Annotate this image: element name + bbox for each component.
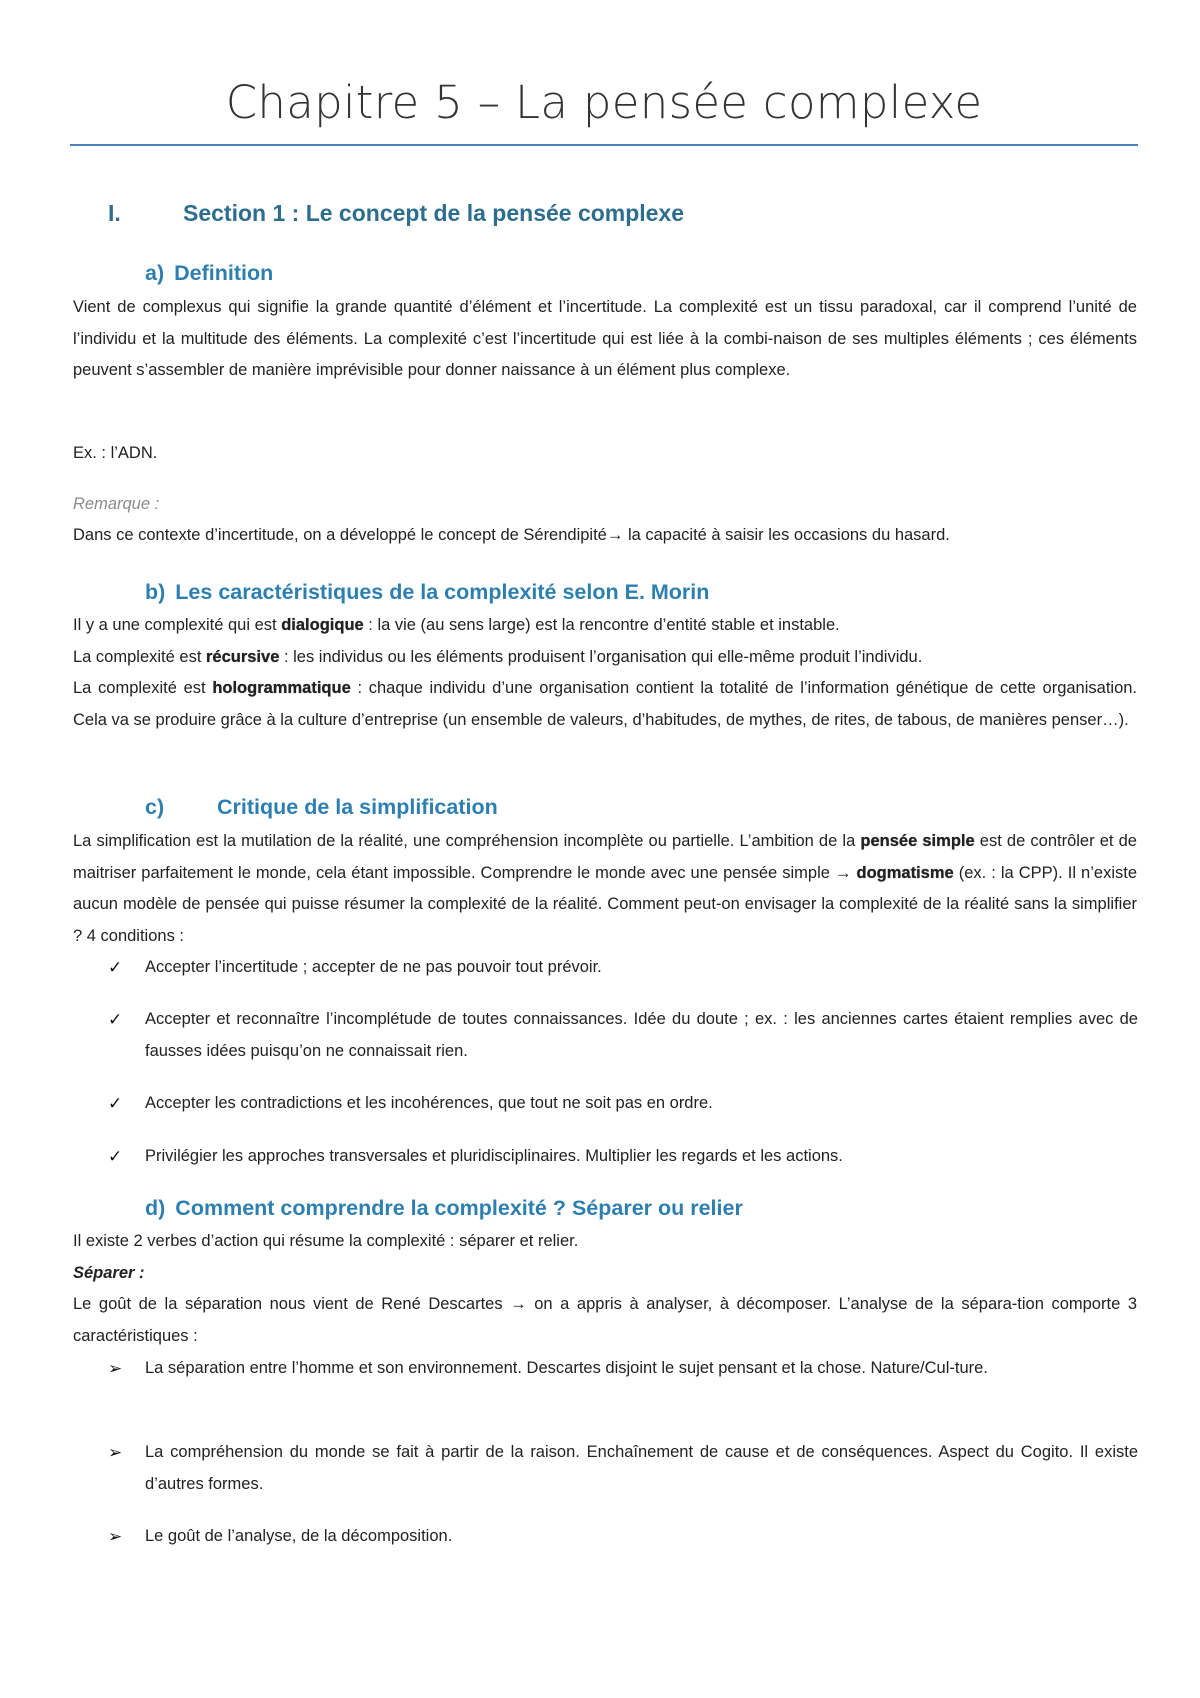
b-line-2-post: : les individus ou les éléments produisent l’organisation qui elle-même produit l’individu. [279,648,923,666]
b-paragraph-3 [73,673,1137,736]
condition-text: Privilégier les approches transversales et pluridisciplinaires. Multiplier les regards et les actions. [145,1147,843,1165]
separer-subheading: Séparer : [73,1264,145,1282]
checkmark-icon: ✓ [108,1094,123,1113]
d-paragraph: Le goût de la séparation nous vient de René Descartes → on a appris à analyser, à décomposer. L’analyse de la sépara-tion comporte 3 caractéristiques : [73,1295,1137,1345]
b-line-2-pre: La complexité est [73,648,206,666]
keyword-dialogique: dialogique [281,616,364,634]
heading-c-title: Critique de la simplification [217,795,498,819]
heading-b-letter: b) [145,580,166,604]
separation-text: La séparation entre l’homme et son environnement. Descartes disjoint le sujet pensant et la chose. Nature/Cul-ture. [145,1359,988,1377]
heading-c-letter: c) [145,795,165,819]
arrowhead-bullet-icon: ➢ [108,1359,123,1378]
separation-item [108,1437,1138,1500]
example-line: Ex. : l’ADN. [73,444,158,462]
c-paragraph-mid: est de contrôler et de maitriser parfaitement le monde, cela étant impossible. Comprendre le monde avec une pensée simple → [73,832,1137,882]
b-line-3-post: : chaque individu d’une organisation contient la totalité de l’information génétique de cette organisation. Cela va se produire grâce à la culture d’entreprise (un ensemble de valeurs, d’habitudes, de mythes, de rites, de tabous, de manières penser…). [73,679,1138,729]
heading-d-title: Comment comprendre la complexité ? Séparer ou relier [175,1196,743,1220]
b-line-1-pre: Il y a une complexité qui est [73,616,282,634]
keyword-dogmatisme: dogmatisme [856,863,954,882]
c-paragraph [73,826,1137,952]
section-1-label: Section 1 : Le concept de la pensée complexe [183,200,685,226]
d-intro: Il existe 2 verbes d’action qui résume la complexité : séparer et relier. [73,1232,579,1250]
condition-item [108,1088,1138,1120]
checkmark-icon: ✓ [108,1010,123,1029]
page-title: Chapitre 5 – La pensée complexe [225,76,983,129]
condition-item [108,1004,1138,1067]
remark-label: Remarque : [73,495,160,513]
checkmark-icon: ✓ [108,1147,123,1166]
heading-d [145,1196,743,1221]
keyword-pensee-simple: pensée simple [860,832,975,850]
keyword-hologrammatique: hologrammatique [212,679,351,697]
c-paragraph-post: (ex. : la CPP). Il n’existe aucun modèle de pensée qui puisse résumer la complexité de la réalité. Comment peut-on envisager la complexité de la réalité sans la simplifier ? 4 conditions : [73,863,1137,945]
remark-text: Dans ce contexte d’incertitude, on a développé le concept de Sérendipité→ la capacité à saisir les occasions du hasard. [73,526,950,544]
b-line-1-post: : la vie (au sens large) est la rencontre d’entité stable et instable. [363,616,840,634]
definition-paragraph: Vient de complexus qui signifie la grande quantité d’élément et l’incertitude. La complexité est un tissu paradoxal, car il comprend l’unité de l’individu et la multitude des éléments. La complexité c’est l’incertitude qui est liée à la combi-naison de ses multiples éléments ; ces éléments peuvent s’assembler de manière imprévisible pour donner naissance à un élément plus complexe. [73,298,1137,379]
keyword-recursive: récursive [205,648,280,666]
heading-b-title: Les caractéristiques de la complexité selon E. Morin [175,580,710,604]
condition-text: Accepter l’incertitude ; accepter de ne pas pouvoir tout prévoir. [145,958,602,976]
heading-a-letter: a) [145,261,165,285]
separation-item [108,1521,1138,1553]
heading-a [145,261,273,286]
condition-text: Accepter les contradictions et les incohérences, que tout ne soit pas en ordre. [145,1094,713,1112]
checkmark-icon: ✓ [108,958,123,977]
section-1-number: I. [108,200,121,226]
heading-b [145,580,709,605]
arrowhead-bullet-icon: ➢ [108,1527,123,1546]
b-line-2 [73,648,1137,667]
condition-item [108,952,1138,984]
c-paragraph-pre: La simplification est la mutilation de la réalité, une compréhension incomplète ou partielle. L’ambition de la [73,832,861,850]
heading-c [145,795,498,820]
separation-text: Le goût de l’analyse, de la décomposition. [145,1527,453,1545]
arrowhead-bullet-icon: ➢ [108,1443,123,1462]
heading-a-title: Definition [174,261,274,285]
separation-text: La compréhension du monde se fait à partir de la raison. Enchaînement de cause et de conséquences. Aspect du Cogito. Il existe d’autres formes. [145,1443,1138,1493]
condition-item [108,1141,1138,1173]
condition-text: Accepter et reconnaître l’incomplétude de toutes connaissances. Idée du doute ; ex. : les anciennes cartes étaient remplies avec de fausses idées puisqu’on ne connaissait rien. [145,1010,1138,1060]
heading-d-letter: d) [145,1196,166,1220]
b-line-1 [73,616,1137,635]
b-line-3-pre: La complexité est [73,679,213,697]
separation-item [108,1353,1138,1385]
title-underline [70,144,1138,146]
